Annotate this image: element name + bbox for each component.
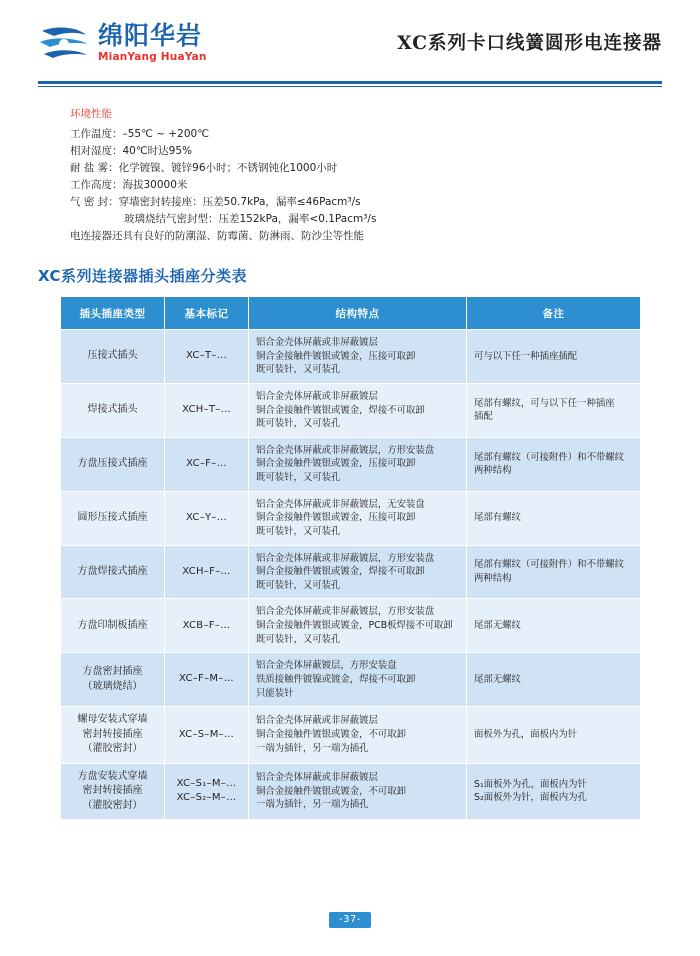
cell-line: 铝合金壳体屏蔽或非屏蔽镀层，无安装盘 (256, 498, 425, 510)
cell-line: 两种结构 (474, 572, 512, 584)
cell-line: 铝合金壳体屏蔽或非屏蔽镀层，方形安装盘 (256, 552, 435, 564)
cell-basic-mark (165, 437, 249, 491)
cell-line: 铜合金接触件镀银或镀金，不可取卸 (256, 785, 407, 797)
cell-line: 尾部有螺纹 (474, 512, 521, 524)
cell-line: 螺母安装式穿墙 (77, 714, 148, 726)
cell-basic-mark (165, 383, 249, 437)
cell-line: 铜合金接触件镀银或镀金，不可取卸 (256, 729, 407, 741)
cell-line: 铜合金接触件镀银或镀金，压接可取卸 (256, 458, 416, 470)
cell-line: 尾部有螺纹（可接附件）和不带螺纹 (474, 559, 625, 571)
cell-remark (467, 707, 641, 764)
cell-line: 一端为插针，另一端为插孔 (256, 799, 369, 811)
cell-structure-feature (249, 330, 467, 384)
cell-line: XCH–T–… (182, 404, 231, 416)
cell-line: XC–F–… (186, 457, 227, 469)
brand-name-en: MianYang HuaYan (98, 50, 207, 63)
cell-basic-mark (165, 653, 249, 707)
spec-line-temperature: 工作温度：–55℃ ~ +200℃ (70, 128, 210, 140)
cell-line: 方盘焊接式插座 (77, 565, 148, 577)
cell-line: 铜合金接触件镀银或镀金，焊接不可取卸 (256, 566, 425, 578)
cell-line: XC–S–M–… (178, 728, 235, 740)
table-body (61, 330, 641, 820)
page-number (0, 907, 700, 928)
column-header-feature: 结构特点 (249, 297, 467, 330)
cell-line: XC–S₂–M–… (176, 792, 237, 804)
cell-line: 铜合金接触件镀银或镀金，焊接不可取卸 (256, 404, 425, 416)
cell-line: 一端为插针，另一端为插孔 (256, 742, 369, 754)
document-title: XC系列卡口线簧圆形电连接器 (397, 33, 662, 54)
cell-line: 既可装针，又可装孔 (256, 633, 341, 645)
cell-line: 压接式插头 (87, 350, 138, 362)
cell-line: 方盘印制板插座 (77, 619, 148, 631)
cell-line: XC–F–M–… (179, 673, 234, 685)
table-row (61, 545, 641, 599)
spec-line-salt-spray: 耐 盐 雾：化学镀镍、镀锌96小时；不锈钢钝化1000小时 (70, 162, 338, 174)
cell-line: （灌胶密封） (82, 743, 143, 755)
cell-line: 方盘安装式穿墙 (77, 770, 148, 782)
cell-line: 铝合金壳体屏蔽或非屏蔽镀层 (256, 715, 378, 727)
cell-basic-mark (165, 707, 249, 764)
cell-line: 焊接式插头 (87, 404, 138, 416)
header-divider (38, 81, 662, 84)
cell-line: XCB–F–… (182, 619, 231, 631)
cell-line: （玻璃烧结） (82, 680, 143, 692)
cell-connector-type (61, 330, 165, 384)
cell-basic-mark (165, 545, 249, 599)
cell-remark (467, 383, 641, 437)
cell-line: 铝合金壳体屏蔽或非屏蔽镀层 (256, 390, 378, 402)
classification-table-wrap (60, 296, 640, 820)
cell-line: S₁面板外为孔，面板内为针 (474, 778, 587, 790)
page-number-badge: -37- (329, 912, 371, 928)
spec-line-humidity: 相对湿度：40℃时达95% (70, 145, 192, 157)
cell-connector-type (61, 383, 165, 437)
cell-line: S₂面板外为针，面板内为孔 (474, 792, 587, 804)
swoosh-logo-icon (38, 23, 90, 63)
cell-basic-mark (165, 330, 249, 384)
cell-basic-mark (165, 763, 249, 820)
table-row (61, 763, 641, 820)
cell-line: 铜合金接触件镀银或镀金，压接可取卸 (256, 350, 416, 362)
cell-line: 只能装针 (256, 687, 294, 699)
cell-line: 密封转接插座 (82, 728, 143, 740)
cell-remark (467, 763, 641, 820)
table-row (61, 707, 641, 764)
cell-line: 方盘压接式插座 (77, 457, 148, 469)
cell-line: 既可装针，又可装孔 (256, 579, 341, 591)
cell-structure-feature (249, 763, 467, 820)
cell-line: （灌胶密封） (82, 799, 143, 811)
cell-line: 铝合金壳体屏蔽镀层，方形安装盘 (256, 660, 397, 672)
cell-line: XC–S₁–M–… (176, 777, 237, 789)
cell-line: 方盘密封插座 (82, 666, 143, 678)
page-header (0, 0, 700, 92)
cell-structure-feature (249, 491, 467, 545)
cell-line: 面板外为孔，面板内为针 (474, 729, 578, 741)
cell-line: 尾部无螺纹 (474, 620, 521, 631)
brand-logo (38, 23, 207, 63)
cell-line: 铝合金壳体屏蔽或非屏蔽镀层 (256, 337, 378, 348)
cell-basic-mark (165, 599, 249, 653)
spec-line-air-seal: 气 密 封：穿墙密封转接座：压差50.7kPa，漏率≤46Pacm³/s (70, 196, 361, 208)
cell-line: 两种结构 (474, 465, 512, 477)
table-row (61, 330, 641, 384)
cell-connector-type (61, 653, 165, 707)
cell-line: 尾部无螺纹 (474, 673, 521, 685)
cell-line: 尾部有螺纹（可接附件）和不带螺纹 (474, 451, 625, 463)
cell-line: 既可装针，又可装孔 (256, 472, 341, 483)
cell-line: 密封转接插座 (82, 785, 143, 797)
cell-connector-type (61, 545, 165, 599)
cell-connector-type (61, 707, 165, 764)
spec-line-other-properties: 电连接器还具有良好的防潮湿、防霉菌、防淋雨、防沙尘等性能 (70, 230, 364, 242)
cell-structure-feature (249, 707, 467, 764)
cell-line: 铝合金壳体屏蔽或非屏蔽镀层 (256, 771, 378, 783)
cell-line: 圆形压接式插座 (77, 511, 148, 523)
cell-line: XCH–F–… (182, 565, 231, 577)
cell-connector-type (61, 491, 165, 545)
cell-line: XC–Y–… (185, 511, 227, 523)
environment-spec-block (70, 106, 700, 245)
column-header-type: 插头插座类型 (61, 297, 165, 330)
cell-line: 尾部有螺纹，可与以下任一种插座 (474, 397, 615, 409)
table-row (61, 491, 641, 545)
cell-line: 可与以下任一种插座插配 (474, 350, 578, 362)
column-header-mark: 基本标记 (165, 297, 249, 330)
cell-structure-feature (249, 545, 467, 599)
cell-connector-type (61, 437, 165, 491)
cell-connector-type (61, 599, 165, 653)
cell-structure-feature (249, 383, 467, 437)
table-row (61, 383, 641, 437)
spec-line-glass-seal: 玻璃烧结气密封型：压差152kPa，漏率<0.1Pacm³/s (124, 213, 377, 225)
environment-spec-title: 环境性能 (70, 108, 112, 120)
cell-line: 既可装针，又可装孔 (256, 418, 341, 430)
cell-line: 既可装针，又可装孔 (256, 364, 341, 376)
cell-remark (467, 545, 641, 599)
brand-name-cn: 绵阳华岩 (98, 21, 203, 51)
classification-table (60, 296, 641, 820)
cell-remark (467, 437, 641, 491)
cell-remark (467, 330, 641, 384)
table-header-row (61, 297, 641, 330)
cell-line: 铜合金接触件镀银或镀金，压接可取卸 (256, 512, 416, 524)
table-row (61, 653, 641, 707)
cell-connector-type (61, 763, 165, 820)
cell-structure-feature (249, 653, 467, 707)
cell-line: 铁质接触件镀镍或镀金，焊接不可取卸 (256, 673, 416, 685)
cell-remark (467, 653, 641, 707)
section-title: XC系列连接器插头插座分类表 (38, 267, 248, 285)
cell-line: 既可装针，又可装孔 (256, 525, 341, 537)
column-header-note: 备注 (467, 297, 641, 330)
cell-line: 铝合金壳体屏蔽或非屏蔽镀层，方形安装盘 (256, 444, 435, 456)
cell-basic-mark (165, 491, 249, 545)
cell-line: 插配 (474, 411, 493, 423)
cell-line: 铜合金接触件镀银或镀金，PCB板焊接不可取卸 (256, 620, 453, 631)
cell-line: 铝合金壳体屏蔽或非屏蔽镀层，方形安装盘 (256, 606, 435, 618)
cell-structure-feature (249, 437, 467, 491)
cell-remark (467, 599, 641, 653)
cell-structure-feature (249, 599, 467, 653)
cell-line: XC–T–… (185, 350, 227, 362)
spec-line-altitude: 工作高度：海拔30000米 (70, 179, 188, 191)
table-row (61, 437, 641, 491)
table-row (61, 599, 641, 653)
cell-remark (467, 491, 641, 545)
